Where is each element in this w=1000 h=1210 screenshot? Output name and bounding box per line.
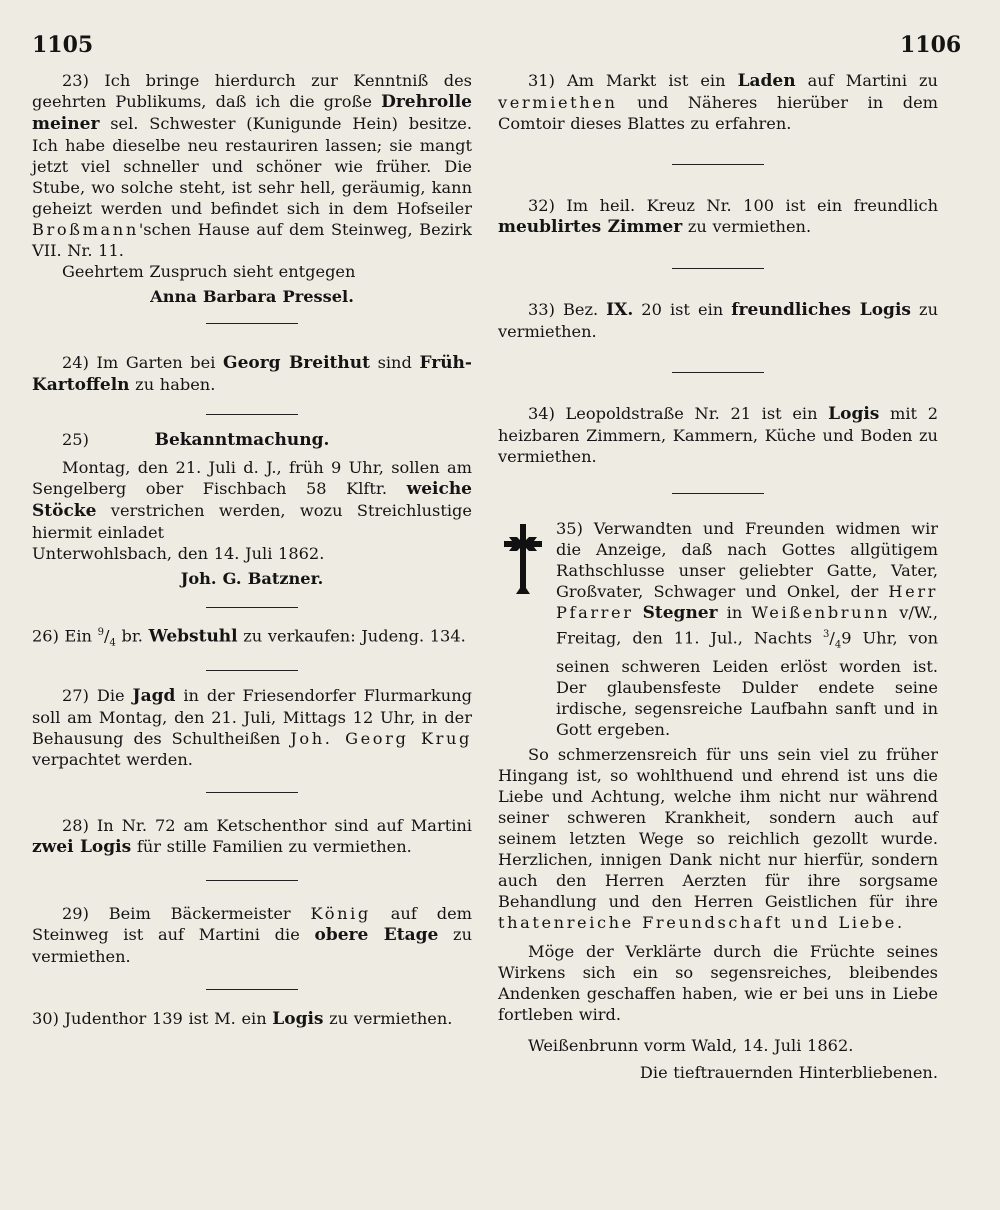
ad-24-bold-name: Georg Breithut [223, 353, 370, 373]
ad-31-end: und Näheres hierüber in dem Comtoir dieses Blattes zu erfahren. [498, 93, 938, 133]
ad-34-pre: 34) Leopoldstraße Nr. 21 ist ein [528, 404, 829, 423]
ad-30-bold-logis: Logis [272, 1008, 324, 1029]
ad-30-pre: 30) Judenthor 139 ist M. ein [32, 1008, 273, 1028]
ad-32-pre: 32) Im heil. Kreuz Nr. 100 ist ein freundlich [528, 196, 938, 215]
ad-33-bold-district: IX. [606, 300, 634, 320]
ad-34-bold-logis: Logis [828, 404, 880, 424]
ad-24-mid: sind [369, 353, 420, 372]
ad-25-pre: Montag, den 21. Juli d. J., früh 9 Uhr, sollen am Sengelberg ober Fischbach 58 Klftr. [32, 458, 472, 498]
ad-35 [498, 518, 938, 1083]
ad-31-text [498, 70, 938, 134]
ad-29-mid: auf dem Steinweg ist auf Martini die [32, 903, 472, 944]
ad-35-spaced-place: Weißenbrunn [751, 603, 891, 622]
ad-33-text [498, 299, 938, 342]
ad-25-title: Bekanntmachung. [154, 430, 330, 450]
ad-26-mid: br. [115, 626, 149, 646]
page-number-left: 1105 [32, 32, 94, 58]
left-column [32, 70, 472, 1030]
ad-26-end: zu verkaufen: Judeng. 134. [237, 626, 466, 646]
ad-35-bold-name: Stegner [642, 603, 718, 623]
ad-35-mid: in [717, 603, 752, 622]
page-number-right: 1106 [900, 32, 962, 58]
ad-35-thanks-end: . [896, 912, 903, 932]
ad-23-pre: 23) Ich bringe hierdurch zur Kenntniß des geehrten Publikums, daß ich die große [32, 71, 472, 111]
ad-35-pre: 35) Verwandten und Freunden widmen wir die Anzeige, daß nach Gottes allgütigem Rathschlusse unser geliebter Gatte, Vater, Großvater, Schwager und Onkel, der [556, 519, 938, 601]
ad-23-bold-meiner: meiner [32, 114, 100, 134]
ad-27-spaced-name: Joh. Georg Krug [290, 728, 473, 748]
ad-31-mid: auf Martini zu [795, 71, 938, 90]
ad-35-fraction-den: 4 [834, 639, 842, 651]
ad-29-text [32, 903, 472, 967]
ad-23-closing: Geehrtem Zuspruch sieht entgegen [62, 262, 356, 281]
ad-34-end: mit 2 heizbaren Zimmern, Kammern, Küche und Boden zu vermiethen. [498, 404, 939, 466]
ad-23-text [32, 70, 472, 261]
ad-30-end: zu vermiethen. [323, 1008, 453, 1028]
ad-35-thanks [498, 744, 938, 933]
ad-26 [32, 622, 472, 654]
ad-26-text: 26) Ein $^9/_4$ br. Webstuhl zu verkaufen: Judeng. 134. [32, 626, 466, 649]
ad-26-pre: 26) Ein [32, 626, 98, 646]
ad-33-mid: 20 ist ein [633, 300, 732, 319]
ad-23-mid: sel. Schwester (Kunigunde Hein) besitze. Ich habe dieselbe neu restauriren lassen; sie mangt jetzt viel schneller und schöner wie früher. Die Stube, wo solche steht, ist sehr hell, geräumig, kann geheizt werden und befindet sich in dem Hofseiler [32, 114, 472, 218]
ad-32-bold-zimmer: meublirtes Zimmer [498, 217, 683, 237]
ad-31 [498, 70, 938, 134]
ad-29-spaced-name: König [310, 903, 371, 923]
ad-28-pre: 28) In Nr. 72 am Ketschenthor sind auf Martini [62, 815, 472, 835]
cross-icon [500, 522, 546, 598]
ad-25-heading [62, 429, 472, 451]
ad-27-pre: 27) Die [62, 685, 133, 705]
ad-26-fraction-den: 4 [109, 637, 116, 649]
ad-32-text [498, 195, 938, 238]
ad-34-text [498, 403, 938, 467]
ad-35-spaced-title: Herr Pfarrer [556, 582, 938, 622]
ad-33-bold-logis: freundliches Logis [731, 300, 911, 320]
ad-28-bold-logis: zwei Logis [32, 836, 132, 857]
ad-28-text [32, 815, 472, 858]
ad-35-end: 9 Uhr, von seinen schweren Leiden erlöst worden ist. Der glaubensfeste Dulder endete seine irdische, segensreiche Laufbahn sanft und in Gott ergeben. [556, 628, 939, 739]
ad-33-end: zu vermiethen. [498, 300, 938, 341]
ad-26-bold-webstuhl: Webstuhl [148, 626, 238, 647]
ad-32 [498, 195, 938, 238]
ad-27-end: verpachtet werden. [32, 749, 193, 769]
ad-28-end: für stille Familien zu vermiethen. [131, 836, 412, 856]
ad-25-end: verstrichen werden, wozu Streichlustige hiermit einladet [32, 501, 472, 542]
ad-28 [32, 815, 472, 858]
ad-24-bold-kartoffeln: Früh-Kartoffeln [32, 353, 472, 395]
ad-35-thanks-spaced: thatenreiche Freundschaft und Liebe [498, 912, 897, 932]
ad-33 [498, 299, 938, 342]
ad-31-spaced: vermiethen [498, 93, 618, 112]
ad-33-pre: 33) Bez. [528, 300, 607, 319]
ad-24 [32, 352, 472, 396]
ad-25-place-date: Unterwohlsbach, den 14. Juli 1862. [32, 544, 325, 563]
ad-27 [32, 685, 472, 770]
ad-24-pre: 24) Im Garten bei [62, 353, 224, 372]
ad-31-pre: 31) Am Markt ist ein [528, 71, 738, 90]
ad-35-place-date: Weißenbrunn vorm Wald, 14. Juli 1862. [528, 1035, 854, 1055]
ad-23-signature: Anna Barbara Pressel. [150, 287, 354, 306]
ad-23-spaced-name: Broßmann [32, 220, 139, 239]
ad-35-text: 35) Verwandten und Freunden widmen wir die Anzeige, daß nach Gottes allgütigem Rathschlusse unser geliebter Gatte, Vater, Großvater, Schwager und Onkel, der Herr Pfarrer Stegner in Weißenbrunn v/W., Freitag, den 11. Jul., Nachts $^3/_49$ Uhr, von seinen schweren Leiden erlöst worden ist. Der glaubensfeste Dulder endete seine irdische, segensreiche Laufbahn sanft und in Gott ergeben. [556, 519, 939, 739]
ad-30-text [32, 1008, 472, 1030]
ad-23 [32, 70, 472, 307]
ad-25-bold-stoecke: weiche Stöcke [32, 479, 472, 521]
ad-25-number: 25) [62, 430, 89, 449]
ad-29-end: zu vermiethen. [32, 924, 472, 966]
ad-27-mid: in der Friesendorfer Flurmarkung soll am Montag, den 21. Juli, Mittags 12 Uhr, in der Behausung des Schultheißen [32, 685, 472, 748]
ad-25-text [32, 457, 472, 543]
ad-32-end: zu vermiethen. [682, 217, 812, 236]
ad-31-bold-laden: Laden [737, 71, 796, 91]
ad-35-fraction-num: 3 [823, 629, 830, 640]
ad-25 [32, 429, 472, 589]
ad-27-text [32, 685, 472, 770]
ad-30 [32, 1008, 472, 1030]
ad-25-signature: Joh. G. Batzner. [180, 569, 324, 588]
ad-35-wish: Möge der Verklärte durch die Früchte seines Wirkens sich ein so segensreiches, bleibendes Andenken geschaffen haben, wie er bei uns in Liebe fortleben wird. [498, 941, 938, 1024]
ad-29-bold-etage: obere Etage [314, 924, 439, 945]
ad-35-signature: Die tieftrauernden Hinterbliebenen. [639, 1062, 938, 1082]
ad-24-text [32, 352, 472, 396]
ad-27-bold-jagd: Jagd [132, 685, 176, 706]
ad-24-end: zu haben. [129, 375, 216, 394]
ad-29 [32, 903, 472, 967]
ad-35-thanks-pre: So schmerzensreich für uns sein viel zu früher Hingang ist, so wohlthuend und ehrend ist uns die Liebe und Achtung, welche ihm nicht nur während seiner schweren Krankheit, sondern auch auf seinem letzten Wege so reichlich gezollt wurde. Herzlichen, innigen Dank nicht nur hierfür, sondern auch den Herren Aerzten für ihre sorgsame Behandlung und den Herren Geistlichen für ihre [498, 744, 938, 911]
right-column [498, 70, 938, 1083]
ad-26-fraction-num: 9 [97, 627, 104, 638]
ad-34 [498, 403, 938, 467]
ad-23-end: 'schen Hause auf dem Steinweg, Bezirk VII. Nr. 11. [32, 220, 472, 260]
ad-23-bold-drehrolle: Drehrolle [381, 92, 472, 112]
ad-29-pre: 29) Beim Bäckermeister [62, 903, 311, 923]
ad-35-mid2: v/W., Freitag, den 11. Jul., Nachts [556, 603, 938, 648]
